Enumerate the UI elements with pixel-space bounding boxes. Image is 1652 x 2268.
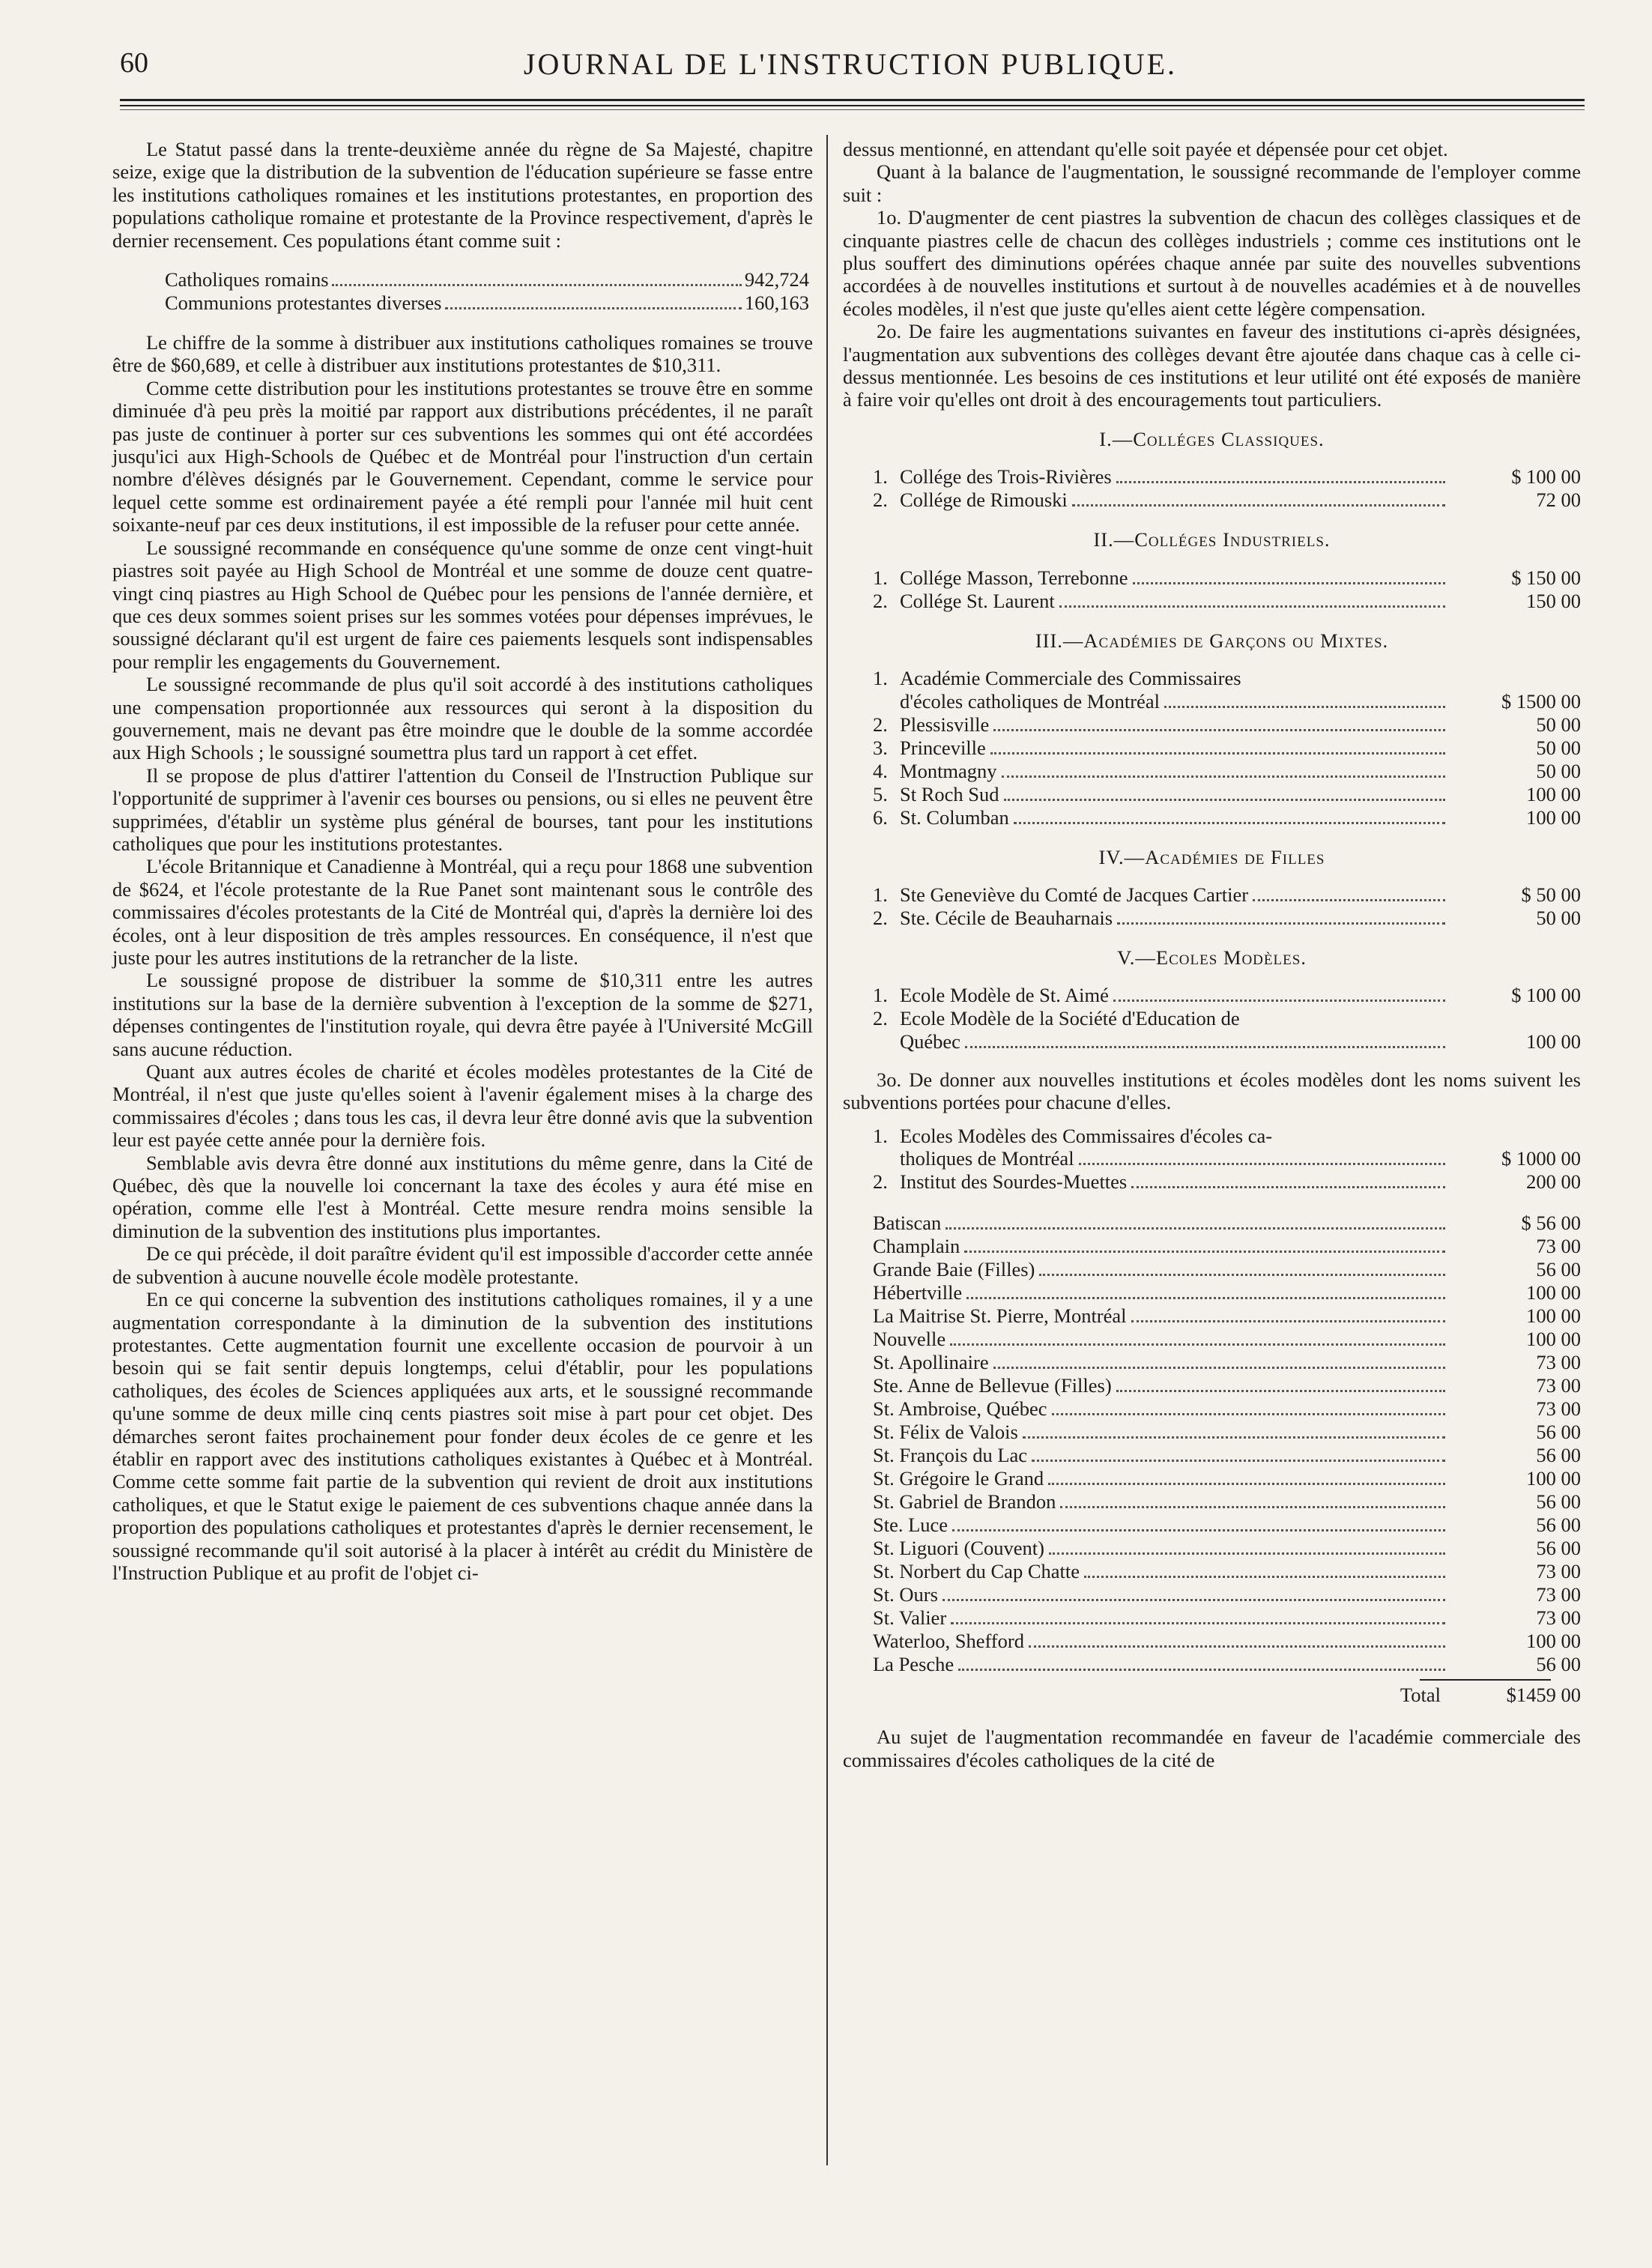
school-name: St. Gabriel de Brandon [873,1490,1056,1513]
dot-leader [1117,922,1445,925]
item-number: 1. [873,566,888,589]
item-number: 1. [873,465,888,489]
item-number: 2. [873,906,888,929]
grant-amount: 56 00 [1536,1536,1581,1559]
school-name: St. Ours [873,1582,938,1606]
list-item [873,1490,1581,1513]
paragraph: Le chiffre de la somme à distribuer aux institutions catholiques romaines se trouve être de $60,689, et celle à distribuer aux institutions protestantes de $10,311. [112,331,813,377]
list-item [873,1537,1581,1560]
dot-leader [1060,1506,1445,1508]
dot-leader [1059,605,1445,608]
section-heading: V.—Ecoles Modèles. [1117,946,1307,969]
institution-name: Collége Masson, Terrebonne [900,566,1128,589]
header-rule [120,105,1585,106]
institution-name: St. Columban [900,805,1009,829]
institution-name: Ste Geneviève du Comté de Jacques Cartier [900,883,1249,906]
list-item [873,1606,1581,1630]
grant-amount: 50 00 [1536,713,1581,736]
section-heading: IV.—Académies de Filles [1098,845,1325,868]
grant-amount: 73 00 [1536,1234,1581,1257]
population-value: 160,163 [744,291,809,315]
dot-leader [1116,1390,1445,1392]
school-name: Batiscan [873,1211,942,1234]
school-list [873,1212,1581,1676]
dot-leader [1133,582,1445,584]
list-item [873,713,1581,737]
list-item [873,1444,1581,1467]
paragraph: 2o. De faire les augmentations suivantes en faveur des institutions ci-après désignées, l'augmentation aux subventions des collèges devant être ajoutée dans chaque cas à celle ci-dessus mentionnée. Les besoins de ces institutions et leur utilité ont été exposés de manière à faire voir qu'elles ont droit à des encouragements tout particuliers. [843,320,1581,411]
grant-amount: 100 00 [1526,1280,1581,1304]
grant-amount: 73 00 [1536,1582,1581,1606]
dot-leader [445,307,742,309]
grant-amount: $ 1000 00 [1501,1146,1581,1170]
institution-name: St Roch Sud [900,782,999,805]
institution-name: Collége de Rimouski [900,489,1068,512]
dot-leader [990,752,1445,755]
list-item [873,1351,1581,1374]
dot-leader [1029,1645,1445,1648]
institution-name: Ecoles Modèles des Commissaires d'écoles ca- [900,1124,1273,1147]
paragraph: De ce qui précède, il doit paraître évident qu'il est impossible d'accorder cette année de subvention à aucune nouvelle école modèle protestante. [112,1242,813,1288]
school-name: St. Ambroise, Québec [873,1397,1047,1420]
institution-name: Collége St. Laurent [900,589,1055,612]
total-label: Total [1400,1683,1441,1706]
school-name: La Maitrise St. Pierre, Montréal [873,1304,1127,1327]
list-item [873,1583,1581,1606]
dot-leader [1253,899,1445,901]
grant-amount: 56 00 [1536,1420,1581,1443]
item-number: 1. [873,883,888,906]
list-item [873,1212,1581,1235]
grant-amount: $ 56 00 [1521,1211,1581,1234]
dot-leader [952,1529,1445,1531]
dot-leader [945,1227,1445,1230]
grant-amount: 56 00 [1536,1513,1581,1536]
school-name: St. François du Lac [873,1443,1028,1466]
list-item [873,489,1581,512]
grant-amount: 100 00 [1526,805,1581,829]
institution-list [873,566,1581,613]
grant-amount: 56 00 [1536,1490,1581,1513]
list-item [873,1467,1581,1490]
header-rule [120,99,1585,101]
dot-leader [1002,775,1445,778]
paragraph: dessus mentionné, en attendant qu'elle soit payée et dépensée pour cet objet. [843,138,1448,160]
list-item [873,806,1581,829]
item-number: 1. [873,1124,888,1147]
school-name: Hébertville [873,1280,963,1304]
item-number: 1. [873,984,888,1007]
paragraph: Semblable avis devra être donné aux institutions du même genre, dans la Cité de Québec, dès que la nouvelle loi concernant la taxe des écoles y aura été mise en opération, comme elle l'est à Montréal. Cette mesure rendra moins sensible la diminution de la subvention des institutions plus importantes. [112,1151,813,1242]
grant-amount: 100 00 [1526,1304,1581,1327]
grant-amount: 50 00 [1536,906,1581,929]
total-rule [1420,1679,1551,1681]
grant-amount: 150 00 [1526,589,1581,612]
list-item [873,1170,1581,1194]
section-heading: III.—Académies de Garçons ou Mixtes. [1035,629,1389,652]
total-row [873,1684,1581,1706]
dot-leader [1014,822,1445,824]
dot-leader [966,1297,1445,1299]
dot-leader [1113,1000,1445,1002]
dot-leader [1131,1186,1445,1188]
paragraph: Quant à la balance de l'augmentation, le soussigné recommande de l'employer comme suit : [843,160,1581,206]
institution-name: Princeville [900,736,986,759]
item-number: 2. [873,713,888,736]
school-name: Nouvelle [873,1327,946,1350]
school-name: Waterloo, Shefford [873,1629,1024,1652]
grant-amount: 100 00 [1526,1029,1581,1053]
total-amount: $1459 00 [1506,1683,1581,1706]
section-heading: I.—Colléges Classiques. [1099,427,1325,450]
dot-leader [1023,1436,1445,1439]
list-item [873,1653,1581,1676]
school-name: St. Grégoire le Grand [873,1466,1044,1490]
grant-amount: 73 00 [1536,1397,1581,1420]
list-item [873,566,1581,590]
column-divider [826,135,828,2165]
population-label: Communions protestantes diverses [165,291,442,315]
list-item-continuation [873,1147,1581,1170]
paragraph: Il se propose de plus d'attirer l'attention du Conseil de l'Instruction Publique sur l'opportunité de supprimer à l'avenir ces bourses ou pensions, ou si elles ne peuvent être supprimées, d'établir un système plus général de bourses, tant pour les institutions catholiques que pour les institutions protestantes. [112,763,813,855]
population-label: Catholiques romains [165,268,329,291]
dot-leader [1116,481,1445,483]
school-name: St. Liguori (Couvent) [873,1536,1044,1559]
dot-leader [1039,1274,1445,1276]
list-item [873,667,1581,689]
grant-amount: 56 00 [1536,1257,1581,1280]
list-item [873,883,1581,907]
item-number: 2. [873,489,888,512]
dot-leader [943,1599,1445,1601]
list-item [873,1125,1581,1147]
population-row [165,291,809,315]
list-item [873,1328,1581,1351]
school-name: St. Félix de Valois [873,1420,1018,1443]
grant-amount: $ 50 00 [1521,883,1581,906]
list-item [873,907,1581,930]
dot-leader [1048,1483,1445,1485]
population-value: 942,724 [744,268,809,291]
list-item [873,465,1581,489]
journal-title: JOURNAL DE L'INSTRUCTION PUBLIQUE. [523,47,1178,81]
grant-amount: 100 00 [1526,1327,1581,1350]
list-item [873,760,1581,783]
paragraph: Quant aux autres écoles de charité et écoles modèles protestantes de la Cité de Montréal, il n'est que juste qu'elles soient à l'avenir également mises à la charge des commissaires d'écoles ; dans tous les cas, il devra leur être donné avis que la subvention leur est payée cette année pour la dernière fois. [112,1060,813,1152]
school-name: Ste. Luce [873,1513,948,1536]
list-item [873,1007,1581,1029]
list-item [873,1513,1581,1537]
item-number: 3. [873,736,888,759]
new-institution-list [873,1125,1581,1194]
list-item [873,1281,1581,1304]
institution-list [873,984,1581,1053]
dot-leader [1049,1552,1445,1555]
list-item [873,1235,1581,1258]
grant-amount: $ 100 00 [1511,465,1581,489]
institution-name: Montmagny [900,759,997,782]
section-heading: II.—Colléges Industriels. [1093,528,1331,551]
dot-leader [993,729,1445,731]
institution-name: Plessisville [900,713,990,736]
dot-leader [950,1343,1445,1346]
left-column [112,138,813,1584]
grant-amount: 50 00 [1536,759,1581,782]
grant-amount: 73 00 [1536,1606,1581,1629]
item-number: 1. [873,667,888,690]
grant-amount: 200 00 [1526,1170,1581,1193]
list-item [873,984,1581,1007]
institution-name: Ste. Cécile de Beauharnais [900,906,1113,929]
dot-leader [1164,706,1445,708]
grant-amount: 73 00 [1536,1559,1581,1582]
grant-amount: $ 100 00 [1511,984,1581,1007]
dot-leader [1079,1163,1445,1165]
paragraph: Le soussigné propose de distribuer la somme de $10,311 entre les autres institutions sur la base de la dernière subvention à l'exception de la somme de $271, dépenses contingentes de l'institution royale, qui devra être payée à l'Université McGill sans aucune réduction. [112,969,813,1060]
paragraph: L'école Britannique et Canadienne à Montréal, qui a reçu pour 1868 une subvention de $624, et l'école protestante de la Rue Panet sont maintenant sous le contrôle des commissaires d'écoles protestants de la Cité de Montréal qui, d'après la dernière loi des écoles, ont à leur disposition de très amples ressources. En conséquence, il n'est que juste pour les autres institutions de la retrancher de la liste. [112,855,813,969]
institution-name: Ecole Modèle de la Société d'Education de [900,1007,1240,1030]
dot-leader [1084,1576,1445,1578]
right-column [843,138,1581,1771]
dot-leader [1004,799,1445,801]
grant-amount: $ 1500 00 [1501,689,1581,713]
dot-leader [1052,1413,1445,1415]
dot-leader [1072,504,1445,506]
grant-amount: 73 00 [1536,1350,1581,1373]
dot-leader [964,1251,1445,1253]
dot-leader [332,284,742,286]
school-name: Champlain [873,1234,960,1257]
item-number: 4. [873,759,888,782]
institution-name-continued: d'écoles catholiques de Montréal [900,689,1160,713]
list-item [873,590,1581,613]
school-name: Ste. Anne de Bellevue (Filles) [873,1373,1112,1397]
item-number: 2. [873,589,888,612]
item-number: 2. [873,1170,888,1193]
list-item [873,1630,1581,1653]
school-name: La Pesche [873,1652,954,1675]
institution-name-continued: tholiques de Montréal [900,1146,1074,1170]
list-item-continuation [873,690,1581,713]
page-number: 60 [120,47,148,79]
grant-amount: 73 00 [1536,1373,1581,1397]
institution-name-continued: Québec [900,1029,960,1053]
grant-amount: 72 00 [1536,489,1581,512]
list-item [873,1374,1581,1397]
grant-amount: 100 00 [1526,1629,1581,1652]
paragraph: 3o. De donner aux nouvelles institutions et écoles modèles dont les noms suivent les subventions portées pour chacune d'elles. [843,1068,1581,1114]
grant-amount: 50 00 [1536,736,1581,759]
institution-name: Académie Commerciale des Commissaires [900,667,1241,690]
institution-name: Ecole Modèle de St. Aimé [900,984,1109,1007]
institution-name: Collége des Trois-Rivières [900,465,1112,489]
dot-leader [993,1367,1445,1369]
school-name: St. Apollinaire [873,1350,989,1373]
paragraph: Le soussigné recommande de plus qu'il soit accordé à des institutions catholiques une compensation proportionnée aux ressources qui seront à la disposition du gouvernement, mais ne devant pas être moindre que le double de la somme accordée aux High Schools ; le soussigné soumettra plus tard un rapport à cet effet. [112,673,813,764]
dot-leader [1032,1460,1445,1462]
school-name: Grande Baie (Filles) [873,1257,1035,1280]
institution-list [873,883,1581,930]
list-item-continuation [873,1030,1581,1053]
list-item [873,1421,1581,1444]
paragraph: 1o. D'augmenter de cent piastres la subvention de chacun des collèges classiques et de cinquante piastres celle de chacun des collèges industriels ; comme ces institutions ont le plus souffert des diminutions opérées chaque année par suite des nouvelles subventions accordées à de nouvelles institutions et surtout à de nouvelles académies et à de nouvelles écoles modèles, il n'est que juste qu'elles aient cette légère compensation. [843,206,1581,320]
school-name: St. Norbert du Cap Chatte [873,1559,1080,1582]
grant-amount: 100 00 [1526,1466,1581,1490]
list-item [873,737,1581,760]
dot-leader [1131,1320,1445,1322]
institution-list [873,465,1581,512]
header-rule [120,109,1585,110]
population-table [165,268,809,315]
list-item [873,1397,1581,1421]
institution-name: Institut des Sourdes-Muettes [900,1170,1128,1193]
item-number: 5. [873,782,888,805]
paragraph: En ce qui concerne la subvention des institutions catholiques romaines, il y a une augmentation correspondante à la diminution de la subvention des institutions protestantes. Cette augmentation fournit une excellente occasion de pourvoir à un besoin qui se fait sentir depuis longtemps, celui d'établir, pour les populations catholiques, des écoles de Sciences appliquées aux arts, et le soussigné recommande qu'une somme de deux mille cinq cents piastres soit mise à part pour cet objet. Des démarches seront faites prochainement pour fonder deux écoles de ce genre et les établir en rapport avec des institutions catholiques existantes à Québec et à Montréal. Comme cette somme fait partie de la subvention qui revient de droit aux institutions catholiques, et que le Statut exige le paiement de ces subventions chaque année dans la proportion des populations catholiques et protestantes d'après le dernier recensement, le soussigné recommande qu'il soit autorisé à la placer à intérêt au crédit du Ministère de l'Instruction Publique et au profit de l'objet ci- [112,1288,813,1584]
dot-leader [965,1046,1445,1048]
list-item [873,1304,1581,1328]
page-header [120,46,1581,91]
dot-leader [958,1669,1445,1671]
institution-list [873,667,1581,829]
list-item [873,1258,1581,1281]
dot-leader [951,1622,1445,1624]
school-name: St. Valier [873,1606,947,1629]
item-number: 6. [873,805,888,829]
list-item [873,783,1581,806]
grant-amount: $ 150 00 [1511,566,1581,589]
grant-amount: 56 00 [1536,1652,1581,1675]
list-item [873,1560,1581,1583]
grant-amount: 56 00 [1536,1443,1581,1466]
paragraph: Comme cette distribution pour les institutions protestantes se trouve être en somme diminuée d'à peu près la moitié par rapport aux distributions précédentes, il ne paraît pas juste de continuer à porter sur ces subventions les sommes qui ont été accordées jusqu'ici aux High-Schools de Québec et de Montréal pour l'instruction d'un certain nombre d'élèves désignés par le Gouvernement. Cependant, comme le service pour lequel cette somme est ordinairement payée a été rempli pour l'année mil huit cent soixante-neuf par ces deux institutions, il est impossible de la refuser pour cette année. [112,376,813,536]
paragraph: Au sujet de l'augmentation recommandée en faveur de l'académie commerciale des commissaires d'écoles catholiques de la cité de [843,1726,1581,1771]
paragraph: Le soussigné recommande en conséquence qu'une somme de onze cent vingt-huit piastres soit payée au High School de Montréal et une somme de douze cent quatre-vingt cinq piastres au High School de Québec pour les pensions de l'année dernière, et que ces deux sommes soient prises sur les sommes votées pour dépenses imprévues, le soussigné déclarant qu'il est urgent de faire ces paiements lesquels sont indispensables pour remplir les engagements du Gouvernement. [112,536,813,673]
paragraph: Le Statut passé dans la trente-deuxième année du règne de Sa Majesté, chapitre seize, exige que la distribution de la subvention de l'éducation supérieure se fasse entre les institutions catholiques romaines et les institutions protestantes, en proportion des populations catholique romaine et protestante de la Province respectivement, d'après le dernier recensement. Ces populations étant comme suit : [112,138,813,252]
item-number: 2. [873,1007,888,1030]
population-row [165,268,809,291]
grant-amount: 100 00 [1526,782,1581,805]
